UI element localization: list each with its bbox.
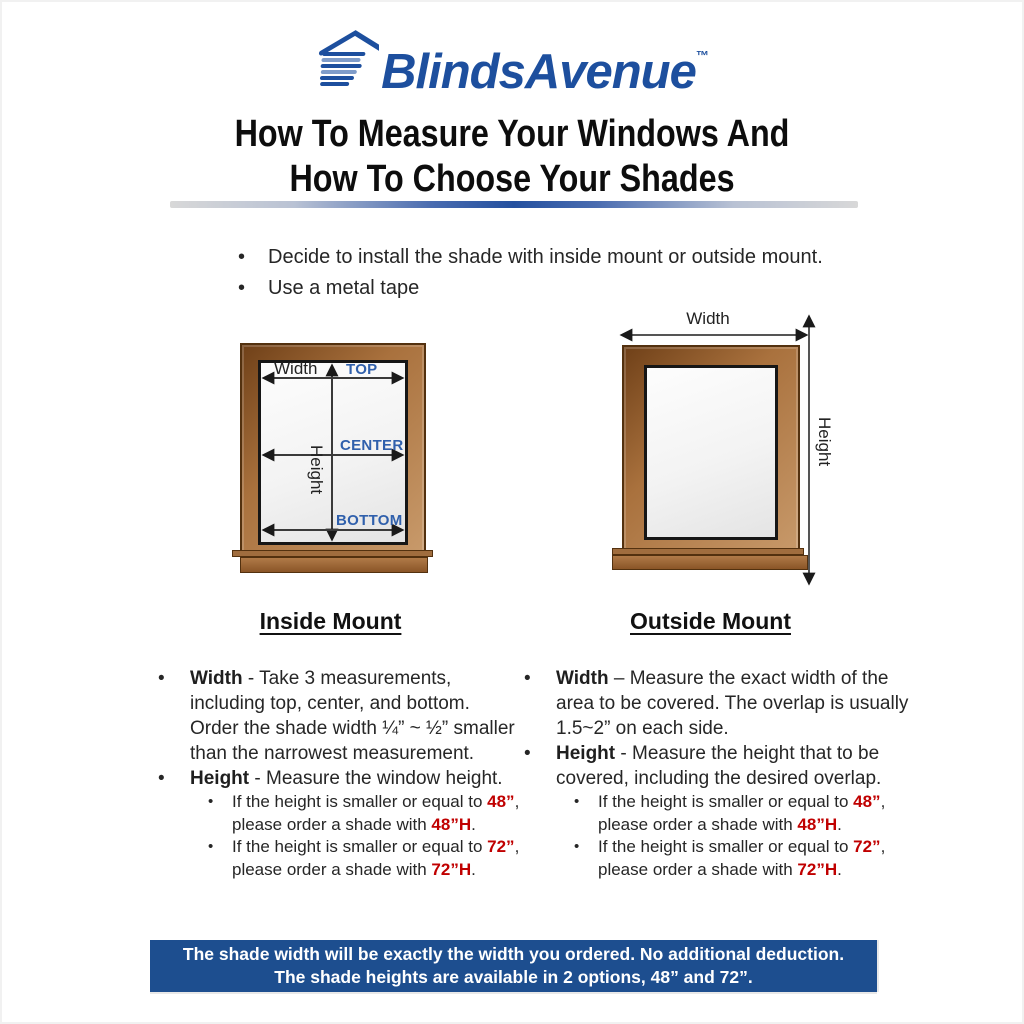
outside-mount-caption: Outside Mount (630, 608, 791, 634)
term-width: Width (556, 668, 609, 689)
list-item: • Decide to install the shade with inside mount or outside mount. (238, 242, 823, 273)
width-arrow-label: Width (686, 309, 730, 328)
blinds-house-icon (315, 28, 379, 90)
footer-note-banner (150, 940, 877, 992)
page-title-line2: How To Choose Your Shades (289, 158, 735, 200)
highlight-48: 48” (487, 792, 515, 811)
footer-note-line2: The shade heights are available in 2 options, 48” and 72”. (274, 967, 753, 987)
trademark-symbol: ™ (695, 48, 709, 63)
center-measure-label: CENTER (340, 437, 404, 454)
top-measure-label: TOP (346, 361, 378, 378)
height-options-sublist (198, 791, 522, 881)
list-item: • Height - Measure the window height. (150, 766, 522, 791)
measurement-arrows (228, 340, 433, 580)
term-height: Height (556, 743, 616, 764)
highlight-72h: 72”H (431, 859, 472, 879)
highlight-48: 48” (853, 792, 881, 811)
outside-mount-diagram (608, 305, 834, 595)
width-arrow-label: Width (274, 359, 318, 378)
term-width: Width (190, 668, 243, 689)
list-item: • Height - Measure the height that to be covered, including the desired overlap. (516, 741, 912, 791)
bullet-icon: • (238, 246, 246, 268)
list-item: • If the height is smaller or equal to 72”, please order a shade with 72”H. (198, 836, 522, 881)
bullet-icon: • (574, 793, 580, 810)
title-divider (170, 201, 858, 208)
list-item: • Width - Take 3 measurements, including top, center, and bottom. Order the shade width ¼” ~ ½” smaller than the narrowest measurement. (150, 666, 522, 766)
inside-mount-instructions (150, 666, 522, 881)
bullet-icon: • (158, 768, 165, 789)
height-arrow-label: Height (815, 417, 834, 467)
height-arrow-label: Height (307, 445, 326, 495)
brand-logo (0, 26, 1024, 102)
footer-note-line1: The shade width will be exactly the width you ordered. No additional deduction. (182, 944, 845, 964)
list-item: • If the height is smaller or equal to 48”, please order a shade with 48”H. (198, 791, 522, 836)
highlight-48h: 48”H (431, 814, 472, 834)
highlight-72h: 72”H (797, 859, 838, 879)
highlight-72: 72” (487, 837, 515, 856)
bullet-icon: • (208, 793, 214, 810)
bullet-icon: • (208, 838, 214, 855)
bottom-measure-label: BOTTOM (336, 512, 403, 529)
outside-mount-instructions (516, 666, 912, 881)
highlight-48h: 48”H (797, 814, 838, 834)
inside-mount-diagram (228, 340, 433, 580)
term-height: Height (190, 768, 250, 789)
inside-mount-caption: Inside Mount (259, 608, 402, 634)
list-item: • If the height is smaller or equal to 48”, please order a shade with 48”H. (564, 791, 912, 836)
height-options-sublist (564, 791, 912, 881)
measurement-arrows (608, 305, 828, 595)
list-item: • Width – Measure the exact width of the area to be covered. The overlap is usually 1.5~2” on each side. (516, 666, 912, 741)
bullet-icon: • (158, 668, 165, 689)
page-title-line1: How To Measure Your Windows And (234, 113, 790, 155)
highlight-72: 72” (853, 837, 881, 856)
brand-name: BlindsAvenue™ (381, 45, 709, 99)
page-title (77, 112, 947, 202)
intro-bullet-list (238, 242, 823, 304)
bullet-icon: • (524, 743, 531, 764)
list-item: • If the height is smaller or equal to 72”, please order a shade with 72”H. (564, 836, 912, 881)
bullet-icon: • (574, 838, 580, 855)
bullet-icon: • (524, 668, 531, 689)
bullet-icon: • (238, 277, 246, 299)
list-item: • Use a metal tape (238, 273, 823, 304)
